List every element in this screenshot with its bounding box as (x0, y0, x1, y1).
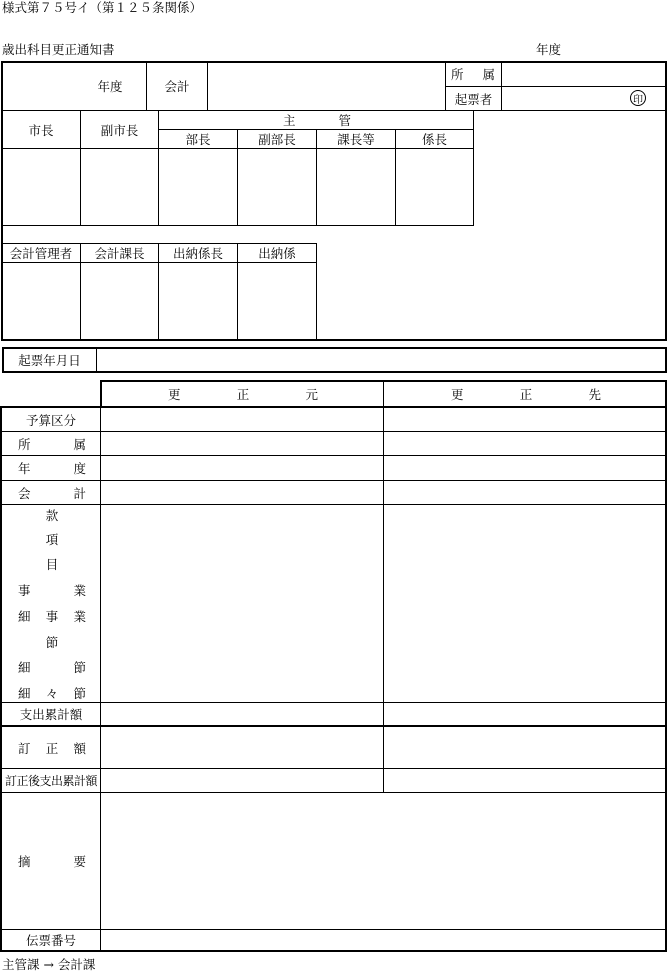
department-field[interactable] (502, 63, 666, 86)
account-title-before-field[interactable] (102, 505, 382, 702)
document-title: 歳出科目更正通知書 (2, 42, 115, 57)
year-row-label: 年 度 (18, 461, 86, 476)
draft-date-label: 起票年月日 (18, 353, 81, 368)
cashier-seal-box[interactable] (239, 264, 315, 339)
mayor-seal-box[interactable] (3, 150, 79, 224)
account-name-field[interactable] (208, 63, 444, 109)
fiscal-year-label: 年度 (536, 42, 562, 57)
dept-head-label: 部長 (185, 132, 211, 147)
fiscal-year-cell: 年度 (97, 79, 123, 94)
project-label: 事 業 (18, 583, 86, 598)
section-chief-seal-box[interactable] (318, 150, 394, 224)
drafter-field[interactable] (502, 87, 622, 110)
sub-project-label: 細 事 業 (18, 609, 86, 624)
before-header: 更 正 元 (168, 386, 318, 402)
summary-field[interactable] (102, 793, 664, 929)
dept-row-label: 所 属 (18, 436, 86, 452)
kan-label: 款 (45, 508, 59, 523)
accounting-chief-label: 会計課長 (94, 246, 145, 261)
account-after-field[interactable] (385, 481, 664, 504)
correction-amount-before-field[interactable] (102, 727, 382, 768)
cashier-label: 出納係 (258, 246, 296, 261)
slip-number-label: 伝票番号 (25, 933, 76, 948)
draft-date-field[interactable] (98, 349, 665, 371)
dept-before-field[interactable] (102, 432, 382, 455)
deputy-dept-head-seal-box[interactable] (239, 150, 315, 224)
after-header: 更 正 先 (451, 386, 601, 402)
department-label: 所 属 (451, 67, 495, 82)
routing-note: 主管課 → 会計課 (2, 957, 96, 972)
subsection-chief-seal-box[interactable] (397, 150, 472, 224)
slip-number-field[interactable] (102, 930, 664, 950)
subsection-chief-label: 係長 (421, 132, 447, 147)
sub-setsu-label: 細 節 (18, 660, 86, 675)
accounting-manager-seal-box[interactable] (3, 264, 79, 339)
dept-head-seal-box[interactable] (160, 150, 236, 224)
cumulative-expenditure-label: 支出累計額 (19, 707, 83, 722)
post-correction-cumulative-label: 訂正後支出累計額 (4, 774, 97, 788)
account-row-label: 会 計 (18, 485, 86, 501)
account-title-after-field[interactable] (385, 505, 664, 702)
cumulative-after-field[interactable] (385, 703, 664, 725)
year-before-field[interactable] (102, 456, 382, 480)
kou-label: 項 (45, 532, 59, 547)
post-cumulative-after-field[interactable] (385, 769, 664, 792)
accounting-manager-label: 会計管理者 (9, 246, 73, 261)
budget-class-label: 予算区分 (25, 412, 76, 428)
account-cell: 会計 (164, 79, 190, 94)
year-after-field[interactable] (385, 456, 664, 480)
mayor-label: 市長 (28, 122, 54, 138)
accounting-chief-seal-box[interactable] (82, 264, 157, 339)
section-chief-label: 課長等 (337, 132, 375, 147)
cashier-chief-seal-box[interactable] (160, 264, 236, 339)
cashier-chief-label: 出納係長 (172, 246, 223, 261)
correction-amount-after-field[interactable] (385, 727, 664, 768)
post-cumulative-before-field[interactable] (102, 769, 382, 792)
dept-after-field[interactable] (385, 432, 664, 455)
budget-class-before-field[interactable] (102, 408, 382, 431)
cumulative-before-field[interactable] (102, 703, 382, 725)
summary-label: 摘 要 (18, 854, 86, 869)
moku-label: 目 (45, 557, 59, 572)
correction-amount-label: 訂 正 額 (18, 740, 86, 756)
sub-sub-setsu-label: 細 々 節 (18, 686, 86, 701)
setsu-label: 節 (45, 635, 59, 650)
account-before-field[interactable] (102, 481, 382, 504)
vice-mayor-label: 副市長 (100, 122, 139, 138)
deputy-dept-head-label: 副部長 (258, 132, 296, 147)
form-number: 様式第７５号イ（第１２５条関係） (2, 0, 203, 15)
supervising-dept-label: 主 管 (283, 113, 351, 128)
budget-class-after-field[interactable] (385, 408, 664, 431)
vice-mayor-seal-box[interactable] (82, 150, 157, 224)
seal-mark-icon: 印 (630, 90, 646, 106)
drafter-label: 起票者 (454, 91, 493, 107)
